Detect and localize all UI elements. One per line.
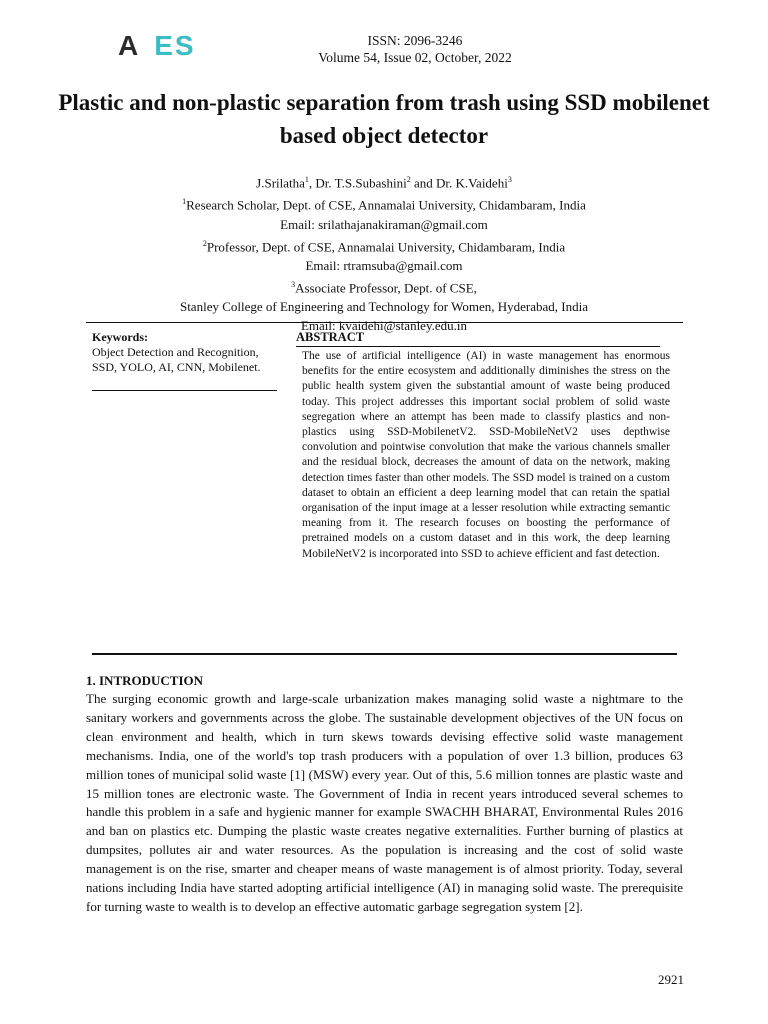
top-divider (86, 322, 683, 323)
affiliation-line (60, 256, 708, 275)
affiliation-text: Email: kvaidehi@stanley.edu.in (300, 318, 467, 334)
affiliation-sup: 1 (182, 197, 187, 207)
author-3-sup: 3 (507, 175, 512, 184)
affiliation-text: Stanley College of Engineering and Technology for Women, Hyderabad, India (179, 299, 589, 315)
affiliation-text: Associate Professor, Dept. of CSE, (295, 280, 477, 296)
page-number: 2921 (658, 972, 684, 987)
keywords-text: Object Detection and Recognition, SSD, YOLO, AI, CNN, Mobilenet. (92, 345, 261, 374)
abstract-heading: ABSTRACT (296, 330, 660, 347)
journal-logo (118, 30, 196, 62)
author-line (60, 170, 708, 192)
logo-letters-es: ES (154, 30, 196, 61)
author-3: and Dr. K.Vaidehi (410, 175, 508, 191)
affiliation-line (60, 297, 708, 316)
author-block (60, 170, 708, 335)
affiliation-line (60, 215, 708, 234)
author-1-sup: 1 (304, 175, 309, 184)
affiliation-text: Email: srilathajanakiraman@gmail.com (280, 216, 488, 232)
keywords-heading: Keywords: (92, 330, 148, 344)
keywords-block (92, 330, 282, 375)
logo-letter-a: A (118, 30, 141, 61)
affiliation-sup: 2 (202, 238, 207, 248)
bottom-divider (92, 653, 677, 655)
author-2: , Dr. T.S.Subashini (308, 175, 407, 191)
affiliation-text: Email: rtramsuba@gmail.com (305, 257, 463, 273)
volume-line: Volume 54, Issue 02, October, 2022 (318, 50, 512, 65)
keywords-divider (92, 390, 277, 391)
affiliation-line (60, 192, 708, 214)
affiliation-text: Professor, Dept. of CSE, Annamalai University, Chidambaram, India (206, 238, 566, 254)
affiliation-line (60, 275, 708, 297)
abstract-text: The use of artificial intelligence (AI) in waste management has enormous benefits for the entire ecosystem and additionally diminishes the stress on the public health system given the substantial amount of waste being produced today. This project addresses this important social problem of solid waste segregation where an attempt has been made to classify plastics and non-plastics using SSD-MobilenetV2. SSD-MobileNetV2 uses depthwise convolution and pointwise convolution that make the various channels smaller and the residual block, decreases the amount of data on the network, making detection times faster than other models. The SSD model is trained on a custom dataset to obtain an efficient a deep learning model that can retain the spatial organisation of the input image at a lesser resolution while extracting semantic meaning from it. The research focuses on boosting the performance of pretrained models on a custom dataset and in this work, the deep learning MobileNetV2 is incorporated into SSD to achieve efficient and fast detection. (302, 350, 670, 560)
author-1: J.Srilatha (256, 175, 305, 191)
affiliation-text: Research Scholar, Dept. of CSE, Annamalai University, Chidambaram, India (186, 197, 586, 213)
introduction-text: The surging economic growth and large-scale urbanization makes managing solid waste a nightmare to the sanitary workers and governments across the globe. The sustainable development objectives of the UN focus on clean environment and health, which in turn skews towards devising effective solid waste management mechanisms. India, one of the world's top trash producers with a population of over 1.3 billion, produces 63 million tones of municipal solid waste [1] (MSW) every year. Out of this, 5.6 million tonnes are plastic waste and 15 million tones are electronic waste. The Government of India in recent years introduced several schemes to handle this problem in a safe and hygienic manner for example SWACHH BHARAT, Environmental Rules 2016 and ban on plastics etc. Dumping the plastic waste creates negative externalities. Further burning of plastics at dumpsites, pollutes air and water resources. As the population is increasing and the cost of solid waste management is on the rise, smarter and cheaper means of waste management is of almost priority. Today, several nations including India have started adopting artificial intelligence (AI) in managing solid waste. The prerequisite for turning waste to wealth is to develop an effective automatic garbage segregation system [2]. (86, 691, 683, 914)
affiliation-sup: 3 (291, 279, 296, 289)
issn-line: ISSN: 2096-3246 (367, 33, 463, 48)
paper-title: Plastic and non-plastic separation from trash using SSD mobilenet based object detector (58, 90, 710, 148)
introduction-heading: 1. INTRODUCTION (86, 673, 204, 688)
author-2-sup: 2 (406, 175, 411, 184)
affiliation-line (60, 234, 708, 256)
journal-info (290, 32, 540, 66)
